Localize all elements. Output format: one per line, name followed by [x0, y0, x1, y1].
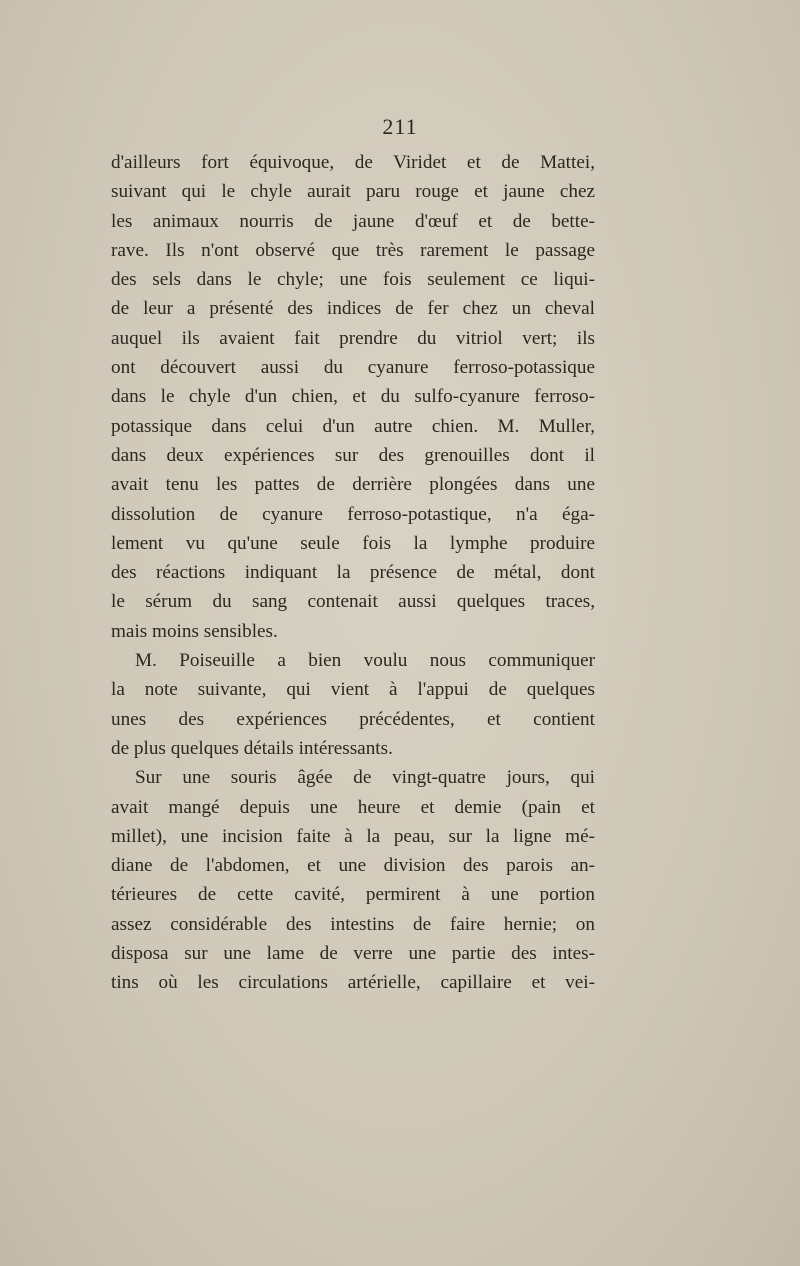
body-text	[111, 148, 595, 998]
text-line: rave. Ils n'ont observé que très rarement le passage	[111, 239, 595, 261]
text-line: tins où les circulations artérielle, capillaire et vei-	[111, 972, 595, 994]
text-line: avait mangé depuis une heure et demie (pain et	[111, 796, 595, 818]
text-line: mais moins sensibles.	[111, 620, 278, 642]
text-line: dans le chyle d'un chien, et du sulfo-cyanure ferroso-	[111, 386, 595, 408]
text-line: la note suivante, qui vient à l'appui de quelques	[111, 679, 595, 701]
text-line: les animaux nourris de jaune d'œuf et de bette-	[111, 210, 595, 232]
text-line: des réactions indiquant la présence de métal, dont	[111, 562, 595, 584]
text-line: dans deux expériences sur des grenouilles dont il	[111, 444, 595, 466]
text-line: le sérum du sang contenait aussi quelques traces,	[111, 591, 595, 613]
page-number: 211	[382, 114, 418, 139]
text-line: dissolution de cyanure ferroso-potastique, n'a éga-	[111, 503, 595, 525]
text-line: diane de l'abdomen, et une division des parois an-	[111, 855, 595, 877]
text-line: unes des expériences précédentes, et contient	[111, 708, 595, 730]
text-line: auquel ils avaient fait prendre du vitriol vert; ils	[111, 327, 595, 349]
text-line: de plus quelques détails intéressants.	[111, 737, 393, 759]
text-line: assez considérable des intestins de faire hernie; on	[111, 913, 595, 935]
text-line: avait tenu les pattes de derrière plongées dans une	[111, 474, 595, 496]
text-line: lement vu qu'une seule fois la lymphe produire	[111, 532, 595, 554]
text-line: de leur a présenté des indices de fer chez un cheval	[111, 298, 595, 320]
text-line: disposa sur une lame de verre une partie des intes-	[111, 943, 595, 965]
text-line: térieures de cette cavité, permirent à une portion	[111, 884, 595, 906]
text-line: ont découvert aussi du cyanure ferroso-potassique	[111, 357, 595, 379]
text-line: suivant qui le chyle aurait paru rouge et jaune chez	[111, 181, 595, 203]
text-line: d'ailleurs fort équivoque, de Viridet et de Mattei,	[111, 152, 595, 173]
text-line: Sur une souris âgée de vingt-quatre jours, qui	[135, 767, 595, 789]
text-line: des sels dans le chyle; une fois seulement ce liqui-	[111, 269, 595, 291]
text-line: potassique dans celui d'un autre chien. M. Muller,	[111, 415, 595, 437]
text-line: millet), une incision faite à la peau, sur la ligne mé-	[111, 825, 595, 847]
text-line: M. Poiseuille a bien voulu nous communiquer	[135, 650, 595, 672]
